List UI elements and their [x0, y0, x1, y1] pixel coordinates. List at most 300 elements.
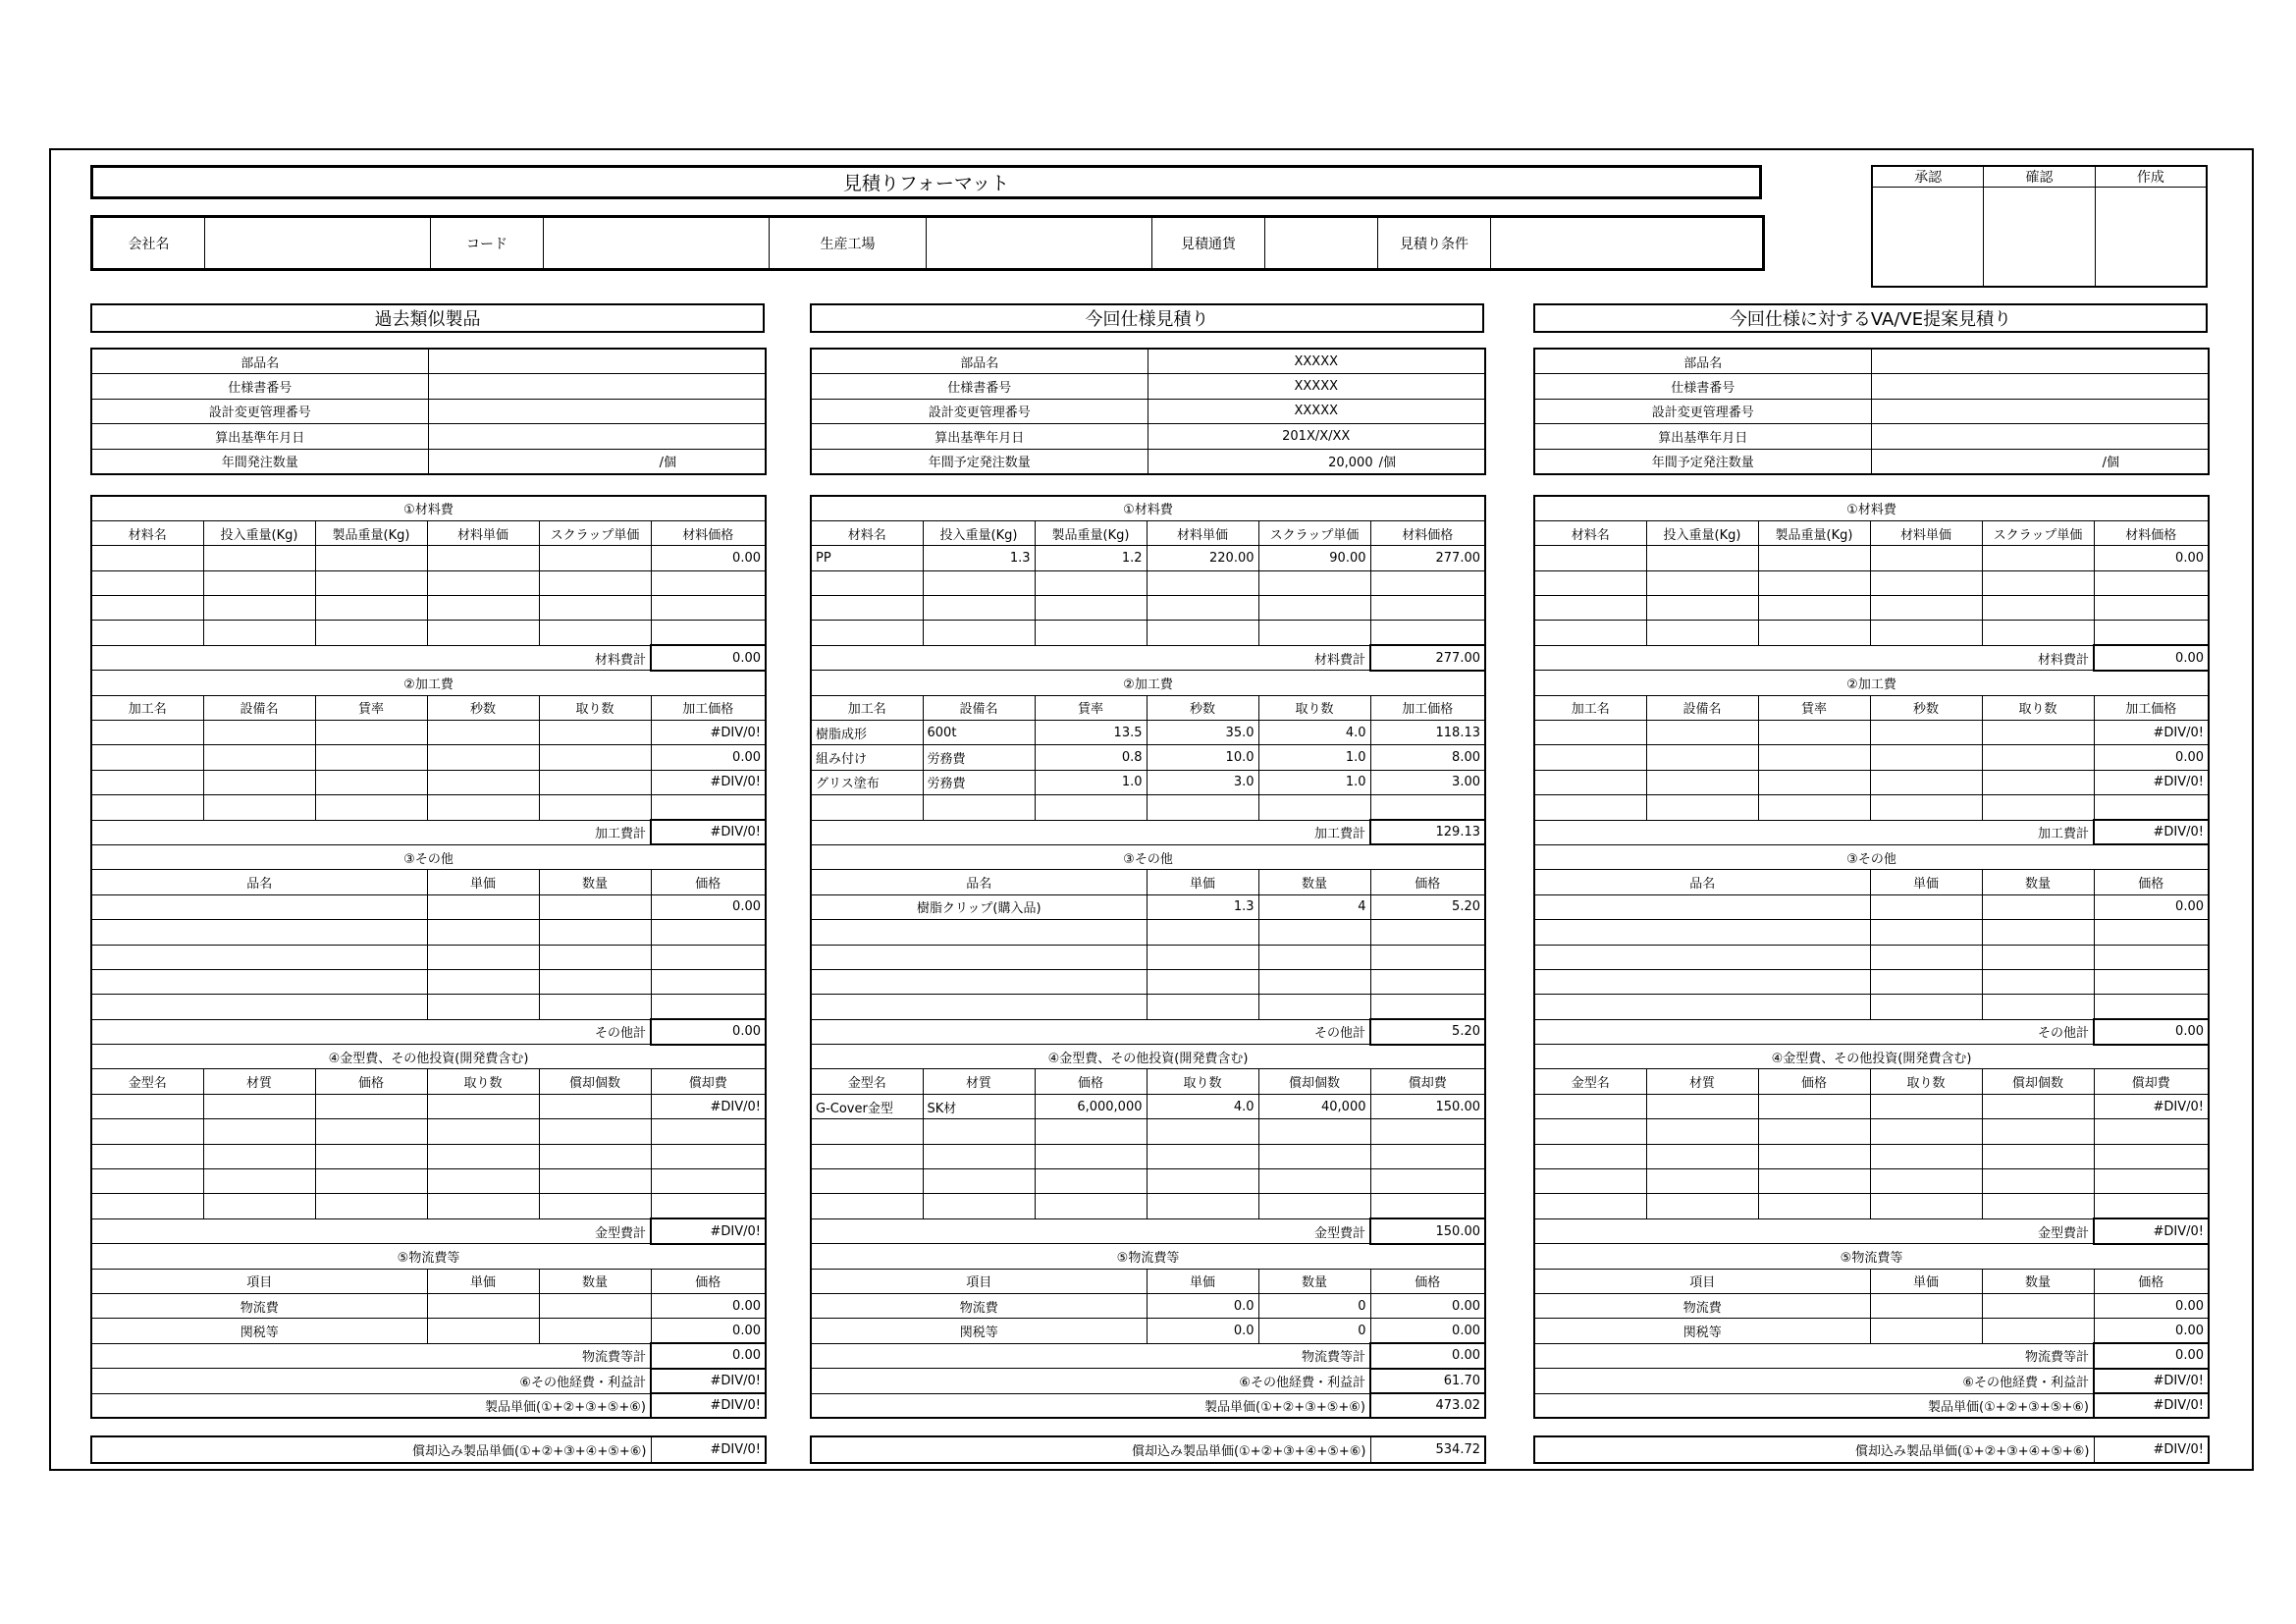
data-cell[interactable]	[539, 570, 651, 595]
code-field[interactable]	[544, 217, 770, 270]
data-cell[interactable]	[427, 1194, 539, 1218]
data-cell[interactable]	[91, 596, 203, 621]
data-cell[interactable]	[203, 770, 315, 794]
data-cell[interactable]	[811, 1169, 923, 1194]
data-cell[interactable]	[1758, 1144, 1870, 1168]
data-cell[interactable]	[923, 1119, 1035, 1144]
data-cell[interactable]	[1534, 795, 1646, 820]
data-cell[interactable]	[539, 1119, 651, 1144]
info-value[interactable]	[428, 374, 766, 400]
data-cell[interactable]	[91, 920, 427, 945]
data-cell[interactable]: 1.3	[923, 546, 1035, 570]
data-cell[interactable]: 1.0	[1035, 770, 1147, 794]
data-cell[interactable]	[1758, 1169, 1870, 1194]
data-cell[interactable]	[811, 596, 923, 621]
data-cell[interactable]	[203, 745, 315, 770]
data-cell[interactable]	[539, 745, 651, 770]
annual-qty-field[interactable]	[1871, 449, 2209, 474]
data-cell[interactable]: 277.00	[1370, 546, 1485, 570]
data-cell[interactable]	[315, 570, 427, 595]
data-cell[interactable]	[1534, 745, 1646, 770]
data-cell[interactable]	[203, 570, 315, 595]
data-cell[interactable]	[1758, 1094, 1870, 1118]
data-cell[interactable]: 4	[1258, 894, 1370, 919]
data-cell[interactable]	[1870, 770, 1982, 794]
data-cell[interactable]	[651, 1119, 766, 1144]
data-cell[interactable]	[2094, 1144, 2209, 1168]
data-cell[interactable]	[1646, 1169, 1758, 1194]
data-cell[interactable]: 0.0	[1147, 1319, 1258, 1343]
data-cell[interactable]: 労務費	[923, 745, 1035, 770]
data-cell[interactable]	[811, 969, 1147, 994]
info-value[interactable]	[1871, 399, 2209, 424]
data-cell[interactable]	[91, 995, 427, 1019]
data-cell[interactable]	[427, 995, 539, 1019]
data-cell[interactable]: 0.00	[651, 1294, 766, 1319]
data-cell[interactable]	[1982, 1194, 2094, 1218]
data-cell[interactable]	[1147, 995, 1258, 1019]
data-cell[interactable]	[427, 1169, 539, 1194]
data-cell[interactable]	[2094, 995, 2209, 1019]
data-cell[interactable]	[1370, 795, 1485, 820]
data-cell[interactable]: 0.00	[651, 546, 766, 570]
data-cell[interactable]	[315, 596, 427, 621]
data-cell[interactable]	[1982, 546, 2094, 570]
data-cell[interactable]	[539, 1169, 651, 1194]
data-cell[interactable]	[1870, 1144, 1982, 1168]
data-cell[interactable]: 0.00	[651, 745, 766, 770]
info-value[interactable]: XXXXX	[1148, 374, 1485, 400]
data-cell[interactable]	[91, 1194, 203, 1218]
data-cell[interactable]	[1758, 770, 1870, 794]
data-cell[interactable]	[1646, 1194, 1758, 1218]
data-cell[interactable]	[1982, 945, 2094, 969]
data-cell[interactable]	[1870, 1094, 1982, 1118]
data-cell[interactable]	[315, 795, 427, 820]
data-cell[interactable]: 0.0	[1147, 1294, 1258, 1319]
data-cell[interactable]	[1370, 596, 1485, 621]
data-cell[interactable]: 5.20	[1370, 894, 1485, 919]
data-cell[interactable]	[1035, 1169, 1147, 1194]
data-cell[interactable]	[1982, 1144, 2094, 1168]
data-cell[interactable]: 600t	[923, 721, 1035, 745]
data-cell[interactable]: #DIV/0!	[651, 770, 766, 794]
data-cell[interactable]: #DIV/0!	[651, 721, 766, 745]
data-cell[interactable]	[1534, 546, 1646, 570]
data-cell[interactable]	[651, 969, 766, 994]
data-cell[interactable]	[1258, 596, 1370, 621]
data-cell[interactable]: 3.0	[1147, 770, 1258, 794]
data-cell[interactable]	[651, 596, 766, 621]
data-cell[interactable]	[91, 969, 427, 994]
data-cell[interactable]	[1870, 945, 1982, 969]
data-cell[interactable]	[427, 920, 539, 945]
annual-qty-field[interactable]	[1148, 449, 1485, 474]
data-cell[interactable]: 樹脂成形	[811, 721, 923, 745]
data-cell[interactable]	[2094, 1119, 2209, 1144]
data-cell[interactable]	[203, 1169, 315, 1194]
data-cell[interactable]	[539, 596, 651, 621]
data-cell[interactable]	[923, 1144, 1035, 1168]
data-cell[interactable]	[1982, 795, 2094, 820]
data-cell[interactable]	[2094, 945, 2209, 969]
data-cell[interactable]	[1258, 969, 1370, 994]
data-cell[interactable]	[539, 894, 651, 919]
data-cell[interactable]	[427, 1319, 539, 1343]
data-cell[interactable]	[1982, 1094, 2094, 1118]
data-cell[interactable]: 0.00	[2094, 894, 2209, 919]
data-cell[interactable]	[427, 945, 539, 969]
data-cell[interactable]	[1258, 1144, 1370, 1168]
data-cell[interactable]	[651, 1169, 766, 1194]
data-cell[interactable]	[91, 894, 427, 919]
data-cell[interactable]: SK材	[923, 1094, 1035, 1118]
data-cell[interactable]: 0.00	[2094, 1319, 2209, 1343]
data-cell[interactable]	[1370, 995, 1485, 1019]
data-cell[interactable]	[91, 945, 427, 969]
data-cell[interactable]	[1982, 721, 2094, 745]
data-cell[interactable]	[1258, 995, 1370, 1019]
data-cell[interactable]: 0	[1258, 1294, 1370, 1319]
data-cell[interactable]	[651, 920, 766, 945]
data-cell[interactable]	[1534, 945, 1870, 969]
data-cell[interactable]	[1982, 894, 2094, 919]
data-cell[interactable]	[923, 621, 1035, 645]
data-cell[interactable]: 樹脂クリップ(購入品)	[811, 894, 1147, 919]
data-cell[interactable]	[1147, 920, 1258, 945]
data-cell[interactable]	[1035, 570, 1147, 595]
data-cell[interactable]	[315, 1119, 427, 1144]
data-cell[interactable]: グリス塗布	[811, 770, 923, 794]
data-cell[interactable]	[203, 546, 315, 570]
data-cell[interactable]	[2094, 596, 2209, 621]
data-cell[interactable]	[539, 795, 651, 820]
data-cell[interactable]: #DIV/0!	[651, 1094, 766, 1118]
data-cell[interactable]: 220.00	[1147, 546, 1258, 570]
data-cell[interactable]	[1646, 1094, 1758, 1118]
data-cell[interactable]	[1646, 546, 1758, 570]
data-cell[interactable]	[923, 1194, 1035, 1218]
data-cell[interactable]	[811, 945, 1147, 969]
data-cell[interactable]	[1534, 721, 1646, 745]
data-cell[interactable]: 労務費	[923, 770, 1035, 794]
data-cell[interactable]	[1870, 969, 1982, 994]
data-cell[interactable]	[1646, 795, 1758, 820]
data-cell[interactable]: 0	[1258, 1319, 1370, 1343]
data-cell[interactable]	[1982, 1294, 2094, 1319]
data-cell[interactable]	[1147, 621, 1258, 645]
data-cell[interactable]: 1.2	[1035, 546, 1147, 570]
data-cell[interactable]	[811, 1144, 923, 1168]
data-cell[interactable]	[1258, 621, 1370, 645]
data-cell[interactable]	[1646, 1119, 1758, 1144]
data-cell[interactable]	[427, 795, 539, 820]
data-cell[interactable]	[91, 770, 203, 794]
data-cell[interactable]	[1147, 969, 1258, 994]
data-cell[interactable]	[1147, 1169, 1258, 1194]
data-cell[interactable]	[1758, 1119, 1870, 1144]
data-cell[interactable]	[91, 1119, 203, 1144]
data-cell[interactable]: 40,000	[1258, 1094, 1370, 1118]
factory-field[interactable]	[927, 217, 1152, 270]
data-cell[interactable]	[1370, 1169, 1485, 1194]
data-cell[interactable]	[1870, 894, 1982, 919]
data-cell[interactable]	[1982, 770, 2094, 794]
data-cell[interactable]	[1646, 570, 1758, 595]
data-cell[interactable]	[1147, 795, 1258, 820]
data-cell[interactable]	[811, 995, 1147, 1019]
data-cell[interactable]: 8.00	[1370, 745, 1485, 770]
data-cell[interactable]	[1147, 596, 1258, 621]
data-cell[interactable]	[1870, 546, 1982, 570]
data-cell[interactable]	[1147, 945, 1258, 969]
data-cell[interactable]	[427, 596, 539, 621]
data-cell[interactable]	[539, 770, 651, 794]
data-cell[interactable]	[1870, 1169, 1982, 1194]
data-cell[interactable]	[427, 969, 539, 994]
data-cell[interactable]	[539, 1294, 651, 1319]
data-cell[interactable]	[1534, 995, 1870, 1019]
data-cell[interactable]	[427, 1094, 539, 1118]
data-cell[interactable]	[315, 721, 427, 745]
data-cell[interactable]	[91, 1169, 203, 1194]
data-cell[interactable]	[1258, 920, 1370, 945]
data-cell[interactable]	[1758, 721, 1870, 745]
data-cell[interactable]	[315, 546, 427, 570]
data-cell[interactable]	[1982, 995, 2094, 1019]
data-cell[interactable]	[1870, 596, 1982, 621]
data-cell[interactable]	[1982, 596, 2094, 621]
info-value[interactable]: XXXXX	[1148, 399, 1485, 424]
data-cell[interactable]	[1258, 1119, 1370, 1144]
data-cell[interactable]	[427, 1144, 539, 1168]
data-cell[interactable]	[539, 1094, 651, 1118]
data-cell[interactable]	[427, 721, 539, 745]
data-cell[interactable]	[315, 1144, 427, 1168]
data-cell[interactable]	[1258, 945, 1370, 969]
data-cell[interactable]	[1646, 770, 1758, 794]
data-cell[interactable]	[1035, 795, 1147, 820]
data-cell[interactable]	[203, 721, 315, 745]
data-cell[interactable]: 6,000,000	[1035, 1094, 1147, 1118]
data-cell[interactable]	[1258, 795, 1370, 820]
data-cell[interactable]: 0.00	[651, 1319, 766, 1343]
data-cell[interactable]	[2094, 795, 2209, 820]
data-cell[interactable]	[1534, 1169, 1646, 1194]
data-cell[interactable]	[1982, 745, 2094, 770]
data-cell[interactable]	[91, 795, 203, 820]
data-cell[interactable]	[1534, 969, 1870, 994]
data-cell[interactable]	[811, 1194, 923, 1218]
data-cell[interactable]: 0.00	[2094, 745, 2209, 770]
data-cell[interactable]	[1370, 969, 1485, 994]
create-stamp[interactable]	[2095, 188, 2207, 288]
data-cell[interactable]	[1758, 546, 1870, 570]
data-cell[interactable]: 3.00	[1370, 770, 1485, 794]
data-cell[interactable]	[1534, 596, 1646, 621]
data-cell[interactable]	[1147, 1144, 1258, 1168]
data-cell[interactable]	[1370, 621, 1485, 645]
info-value[interactable]: XXXXX	[1148, 349, 1485, 374]
data-cell[interactable]	[203, 795, 315, 820]
data-cell[interactable]	[539, 1144, 651, 1168]
info-value[interactable]	[1871, 424, 2209, 450]
data-cell[interactable]: 0.00	[1370, 1294, 1485, 1319]
data-cell[interactable]: PP	[811, 546, 923, 570]
data-cell[interactable]	[1758, 621, 1870, 645]
data-cell[interactable]	[1147, 1194, 1258, 1218]
data-cell[interactable]	[1870, 1194, 1982, 1218]
data-cell[interactable]	[1035, 621, 1147, 645]
approve-stamp[interactable]	[1872, 188, 1984, 288]
info-value[interactable]	[428, 349, 766, 374]
data-cell[interactable]	[315, 1194, 427, 1218]
data-cell[interactable]	[91, 745, 203, 770]
data-cell[interactable]	[2094, 621, 2209, 645]
data-cell[interactable]	[1870, 721, 1982, 745]
data-cell[interactable]	[315, 745, 427, 770]
data-cell[interactable]	[1646, 621, 1758, 645]
data-cell[interactable]	[651, 795, 766, 820]
data-cell[interactable]	[1982, 920, 2094, 945]
data-cell[interactable]	[1534, 1094, 1646, 1118]
data-cell[interactable]	[923, 596, 1035, 621]
data-cell[interactable]	[1147, 570, 1258, 595]
data-cell[interactable]	[427, 546, 539, 570]
data-cell[interactable]: 0.00	[2094, 1294, 2209, 1319]
data-cell[interactable]	[1370, 1194, 1485, 1218]
data-cell[interactable]	[811, 920, 1147, 945]
data-cell[interactable]	[2094, 570, 2209, 595]
data-cell[interactable]	[811, 795, 923, 820]
data-cell[interactable]	[1982, 969, 2094, 994]
data-cell[interactable]	[2094, 969, 2209, 994]
data-cell[interactable]: 1.0	[1258, 770, 1370, 794]
data-cell[interactable]	[651, 1144, 766, 1168]
data-cell[interactable]: 10.0	[1147, 745, 1258, 770]
data-cell[interactable]	[1758, 1194, 1870, 1218]
data-cell[interactable]	[1258, 1194, 1370, 1218]
info-value[interactable]	[1871, 349, 2209, 374]
conditions-field[interactable]	[1491, 217, 1764, 270]
data-cell[interactable]	[811, 570, 923, 595]
data-cell[interactable]: 0.8	[1035, 745, 1147, 770]
data-cell[interactable]	[539, 969, 651, 994]
data-cell[interactable]	[203, 596, 315, 621]
data-cell[interactable]	[1870, 570, 1982, 595]
data-cell[interactable]	[1982, 1319, 2094, 1343]
data-cell[interactable]	[1982, 621, 2094, 645]
data-cell[interactable]	[1534, 894, 1870, 919]
data-cell[interactable]	[1035, 1194, 1147, 1218]
data-cell[interactable]: 35.0	[1147, 721, 1258, 745]
data-cell[interactable]	[427, 1119, 539, 1144]
data-cell[interactable]	[539, 1319, 651, 1343]
data-cell[interactable]	[427, 621, 539, 645]
data-cell[interactable]	[1534, 1194, 1646, 1218]
data-cell[interactable]	[923, 795, 1035, 820]
data-cell[interactable]	[1258, 570, 1370, 595]
data-cell[interactable]	[427, 745, 539, 770]
data-cell[interactable]: 90.00	[1258, 546, 1370, 570]
data-cell[interactable]	[203, 1094, 315, 1118]
data-cell[interactable]	[315, 1169, 427, 1194]
data-cell[interactable]	[539, 920, 651, 945]
currency-field[interactable]	[1265, 217, 1378, 270]
data-cell[interactable]: 13.5	[1035, 721, 1147, 745]
data-cell[interactable]	[539, 546, 651, 570]
data-cell[interactable]	[1870, 621, 1982, 645]
data-cell[interactable]	[91, 621, 203, 645]
data-cell[interactable]: #DIV/0!	[2094, 721, 2209, 745]
data-cell[interactable]	[1035, 1144, 1147, 1168]
data-cell[interactable]	[651, 621, 766, 645]
data-cell[interactable]: 4.0	[1147, 1094, 1258, 1118]
data-cell[interactable]: 組み付け	[811, 745, 923, 770]
confirm-stamp[interactable]	[1984, 188, 2096, 288]
data-cell[interactable]: 0.00	[1370, 1319, 1485, 1343]
data-cell[interactable]	[1534, 570, 1646, 595]
data-cell[interactable]	[811, 1119, 923, 1144]
data-cell[interactable]	[1534, 770, 1646, 794]
data-cell[interactable]	[91, 1144, 203, 1168]
data-cell[interactable]	[315, 770, 427, 794]
data-cell[interactable]	[427, 770, 539, 794]
data-cell[interactable]	[1870, 795, 1982, 820]
data-cell[interactable]	[427, 1294, 539, 1319]
data-cell[interactable]	[539, 995, 651, 1019]
data-cell[interactable]	[1370, 1144, 1485, 1168]
data-cell[interactable]: 4.0	[1258, 721, 1370, 745]
info-value[interactable]: 201X/X/XX	[1148, 424, 1485, 450]
data-cell[interactable]	[91, 546, 203, 570]
data-cell[interactable]	[203, 1144, 315, 1168]
data-cell[interactable]	[315, 621, 427, 645]
data-cell[interactable]	[1870, 920, 1982, 945]
data-cell[interactable]	[1646, 1144, 1758, 1168]
info-value[interactable]	[428, 399, 766, 424]
data-cell[interactable]: 1.0	[1258, 745, 1370, 770]
data-cell[interactable]	[1870, 745, 1982, 770]
data-cell[interactable]	[91, 1094, 203, 1118]
data-cell[interactable]	[1870, 1119, 1982, 1144]
data-cell[interactable]	[1758, 596, 1870, 621]
company-field[interactable]	[205, 217, 431, 270]
data-cell[interactable]	[1370, 920, 1485, 945]
data-cell[interactable]	[1534, 1144, 1646, 1168]
annual-qty-field[interactable]	[428, 449, 766, 474]
data-cell[interactable]	[923, 570, 1035, 595]
data-cell[interactable]	[1370, 570, 1485, 595]
data-cell[interactable]	[203, 621, 315, 645]
data-cell[interactable]	[203, 1194, 315, 1218]
data-cell[interactable]: 0.00	[2094, 546, 2209, 570]
data-cell[interactable]: 150.00	[1370, 1094, 1485, 1118]
data-cell[interactable]	[1646, 596, 1758, 621]
data-cell[interactable]	[1646, 721, 1758, 745]
data-cell[interactable]	[539, 1194, 651, 1218]
data-cell[interactable]	[1370, 945, 1485, 969]
info-value[interactable]	[428, 424, 766, 450]
data-cell[interactable]	[1758, 570, 1870, 595]
data-cell[interactable]	[1370, 1119, 1485, 1144]
data-cell[interactable]	[1758, 745, 1870, 770]
data-cell[interactable]	[1035, 1119, 1147, 1144]
data-cell[interactable]	[651, 995, 766, 1019]
data-cell[interactable]: #DIV/0!	[2094, 770, 2209, 794]
data-cell[interactable]	[1035, 596, 1147, 621]
data-cell[interactable]	[1982, 570, 2094, 595]
